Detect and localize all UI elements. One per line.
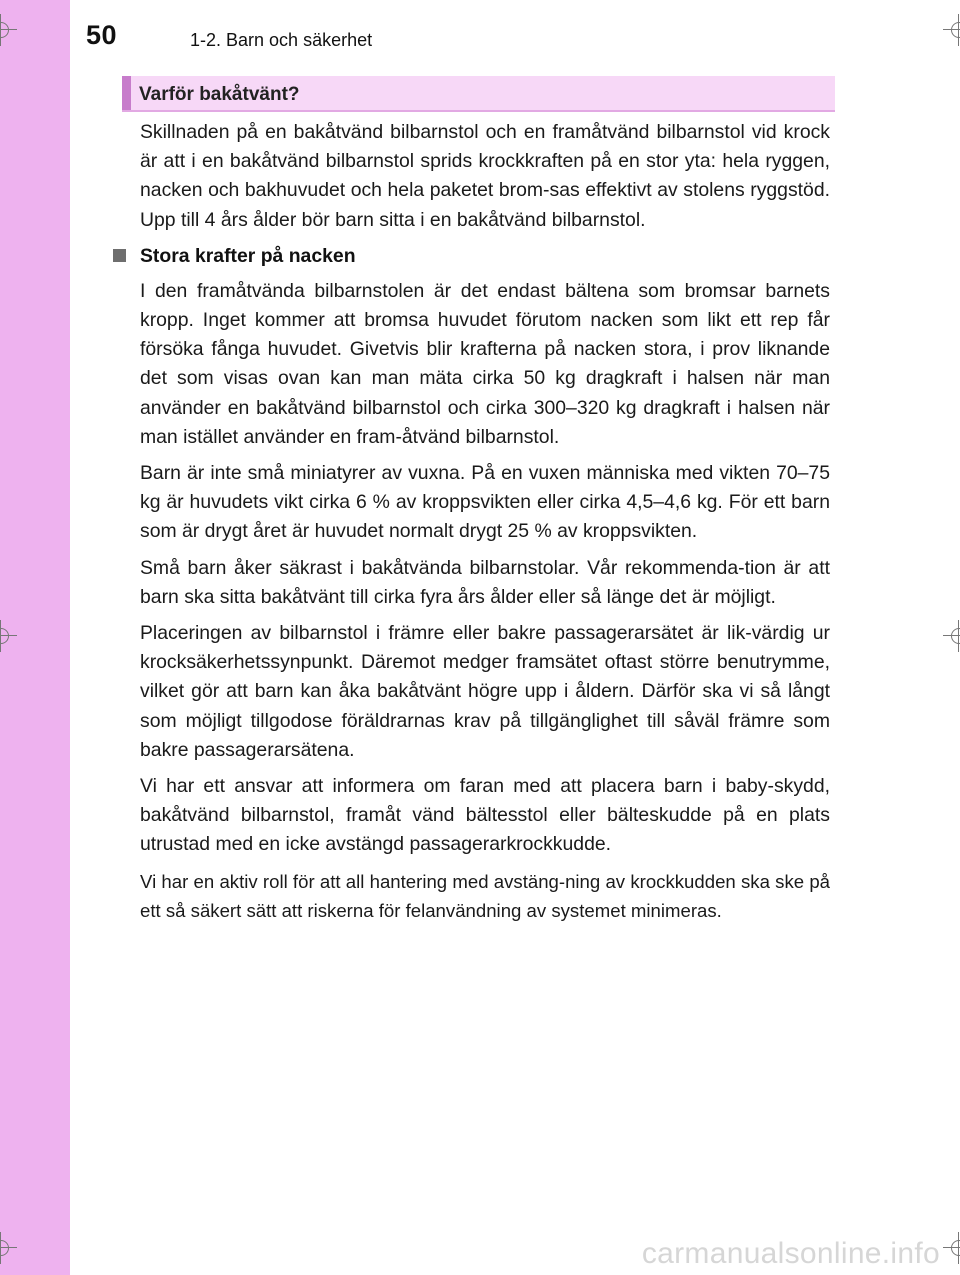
- section-heading: [122, 76, 835, 112]
- square-bullet-icon: [113, 249, 126, 262]
- paragraph: Små barn åker säkrast i bakåtvända bilbarnstolar. Vår rekommenda-tion är att barn ska sitta bakåtvänt till cirka fyra års ålder eller så länge det är möjligt.: [140, 556, 830, 608]
- subheading: [140, 242, 830, 271]
- paragraph: Vi har en aktiv roll för att all hantering med avstäng-ning av krockkudden ska ske på ett så säkert sätt att riskerna för felanvändning av systemet minimeras.: [140, 870, 830, 921]
- subheading-text: Stora krafter på nacken: [140, 244, 356, 267]
- section-title: Varför bakåtvänt?: [139, 84, 300, 105]
- paragraph: Vi har ett ansvar att informera om faran med att placera barn i baby-skydd, bakåtvänd bilbarnstol, framåt vänd bältesstol eller bälteskudde på en plats utrustad med en icke avstängd passagerarkrockkudde.: [140, 775, 830, 856]
- crop-mark-icon: [943, 1232, 960, 1264]
- chapter-title: 1-2. Barn och säkerhet: [190, 30, 373, 50]
- crop-mark-icon: [0, 620, 17, 652]
- heading-accent-bar: [122, 76, 131, 110]
- page-number: 50: [86, 20, 118, 50]
- paragraph: Placeringen av bilbarnstol i främre eller bakre passagerarsätet är lik-värdig ur krocksäkerhetssynpunkt. Däremot medger framsätet oftast större benutrymme, vilket gör att barn kan åka bakåtvänt högre upp i åldern. Därför ska vi så långt som möjligt tillgodose föräldrarnas krav på tillgänglighet till såväl främre som bakre passagerarsätena.: [140, 622, 830, 761]
- crop-mark-icon: [0, 1232, 17, 1264]
- watermark: carmanualsonline.info: [641, 1237, 940, 1270]
- paragraph: I den framåtvända bilbarnstolen är det endast bältena som bromsar barnets kropp. Inget kommer att bromsa huvudet förutom nacken som likt ett rep får försöka fånga huvudet. Givetvis blir krafterna på nacken stora, i prov liknande det som visas ovan kan man mäta cirka 50 kg dragkraft i halsen när man använder en bakåtvänd bilbarnstol och cirka 300–320 kg dragkraft i halsen när man istället använder en fram-åtvänd bilbarnstol.: [140, 279, 830, 448]
- crop-mark-icon: [943, 620, 960, 652]
- body-content: [140, 118, 830, 932]
- crop-mark-icon: [943, 14, 960, 46]
- paragraph: Barn är inte små miniatyrer av vuxna. På en vuxen människa med vikten 70–75 kg är huvudets vikt cirka 6 % av kroppsvikten eller cirka 4,5–4,6 kg. För ett barn som är drygt året är huvudet normalt drygt 25 % av kroppsvikten.: [140, 462, 830, 543]
- paragraph: Skillnaden på en bakåtvänd bilbarnstol och en framåtvänd bilbarnstol vid krock är att i en bakåtvänd bilbarnstol sprids krockkraften på en stor yta: hela ryggen, nacken och bakhuvudet och hela paketet brom-sas effektivt av stolens ryggstöd. Upp till 4 års ålder bör barn sitta i en bakåtvänd bilbarnstol.: [140, 121, 830, 231]
- crop-mark-icon: [0, 14, 17, 46]
